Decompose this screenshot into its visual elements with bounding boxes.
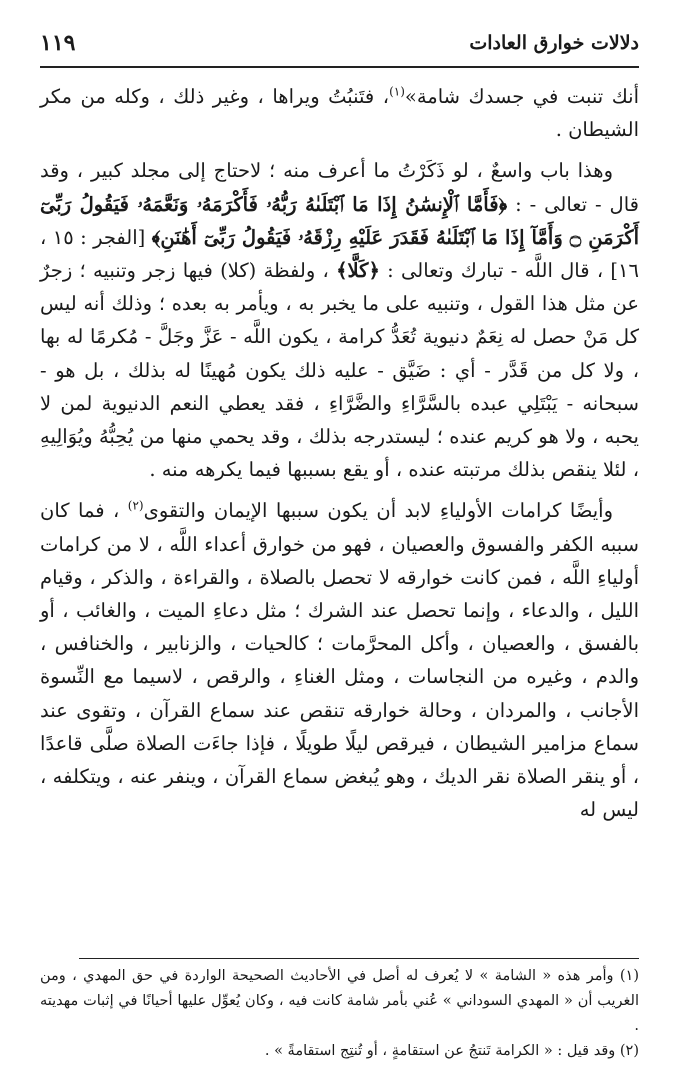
header-rule [40,66,639,68]
footnote-marker-2: (٢) [127,498,144,513]
footnote-rule [79,958,639,959]
running-title: دلالات خوارق العادات [469,32,639,54]
paragraph-2: وهذا باب واسعٌ ، لو ذَكَرْتُ ما أعرف منه ؛ لاحتاج إلى مجلد كبير ، وقد قال - تعالى - : ﴿فَأَمَّا ٱلْإِنسَٰنُ إِذَا مَا ٱبْتَلَىٰهُ رَبُّهُۥ فَأَكْرَمَهُۥ وَنَعَّمَهُۥ فَيَقُولُ رَبِّىٓ أَكْرَمَنِ ۝ وَأَمَّآ إِذَا مَا ٱبْتَلَىٰهُ فَقَدَرَ عَلَيْهِ رِزْقَهُۥ فَيَقُولُ رَبِّىٓ أَهَٰنَنِ﴾ [الفجر : ١٥ ، ١٦] ، قال اللَّه - تبارك وتعالى : ﴿كَلَّا﴾ ، ولفظة (كلا) فيها زجر وتنبيه ؛ زجرٌ عن مثل هذا القول ، وتنبيه على ما يخبر به ، ويأمر به بعده ؛ وذلك أنه ليس كل مَنْ حصل له نِعَمٌ دنيوية تُعَدُّ كرامة ، يكون اللَّه - عَزَّ وجَلَّ - مُكرمًا له بها ، ولا كل من قَدَّر - أي : ضَيَّق - عليه ذلك يكون مُهينًا له بذلك ، بل هو - سبحانه - يَبْتَلِي عبده بالسَّرَّاءِ والضَّرَّاءِ ، فقد يعطي النعم الدنيوية لمن لا يحبه ، ولا هو كريم عنده ؛ ليستدرجه بذلك ، وقد يحمي منها من يُحِبُّهُ ويُوَالِيهِ ، لئلا ينقص بذلك مرتبته عنده ، أو يقع بسببها فيما يكرهه منه . [40,159,639,482]
quran-verse-fajr: ﴿فَأَمَّا ٱلْإِنسَٰنُ إِذَا مَا ٱبْتَلَىٰهُ رَبُّهُۥ فَأَكْرَمَهُۥ وَنَعَّمَهُۥ فَيَقُولُ رَبِّىٓ أَكْرَمَنِ ۝ وَأَمَّآ إِذَا مَا ٱبْتَلَىٰهُ فَقَدَرَ عَلَيْهِ رِزْقَهُۥ فَيَقُولُ رَبِّىٓ أَهَٰنَنِ﴾ [40,192,639,249]
footnote-marker-1: (١) [389,84,405,99]
footnote-2: (٢) وقد قيل : « الكرامة تَنتجُ عن استقامةٍ ، أو تُنتِج استقامةً » . [264,1043,639,1059]
footnotes [40,964,639,1064]
footnote-1: (١) وأمر هذه « الشامة » لا يُعرف له أصل في الأحاديث الصحيحة الواردة في حق المهدي ، ومن الغريب أن « المهدي السوداني » عُني بأمر شامة كانت فيه ، وكان يُعوِّل عليها أحيانًا في إثبات مهديته . [40,968,639,1034]
quran-verse-kalla: ﴿كَلَّا﴾ [336,259,380,283]
page-number: ١١٩ [40,30,76,56]
main-text [40,80,639,826]
paragraph-3: وأيضًا كرامات الأولياءِ لابد أن يكون سببها الإيمان والتقوى$^{(٢)}$ ، فما كان سببه الكفر والفسوق والعصيان ، فهو من خوارق أعداء اللَّه ، لا من كرامات أولياءِ اللَّه ، فمن كانت خوارقه لا تحصل بالصلاة ، والقراءة ، والذكر ، وقيام الليل ، والدعاء ، وإنما تحصل عند الشرك ؛ مثل دعاءِ الميت ، والغائب ، أو بالفسق ، والعصيان ، وأكل المحرَّمات ؛ كالحيات ، والزنابير ، والخنافس ، والدم ، وغيره من النجاسات ، ومثل الغناءِ ، والرقص ، لاسيما مع النِّسوة الأجانب ، والمردان ، وحالة خوارقه تنقص عند سماع القرآن ، وتقوى عند سماع مزامير الشيطان ، فيرقص ليلًا طويلًا ، فإذا جاءَت الصلاة صلَّى قاعدًا ، أو ينقر الصلاة نقر الديك ، وهو يُبغض سماع القرآن ، وينفر عنه ، ويتكلفه ، ليس له [40,498,639,822]
paragraph-1: أنك تنبت في جسدك شامة»$^{(١)}$، فتَنبُتُ ويراها ، وغير ذلك ، وكله من مكر الشيطان . [40,84,640,142]
page-header [40,30,639,64]
